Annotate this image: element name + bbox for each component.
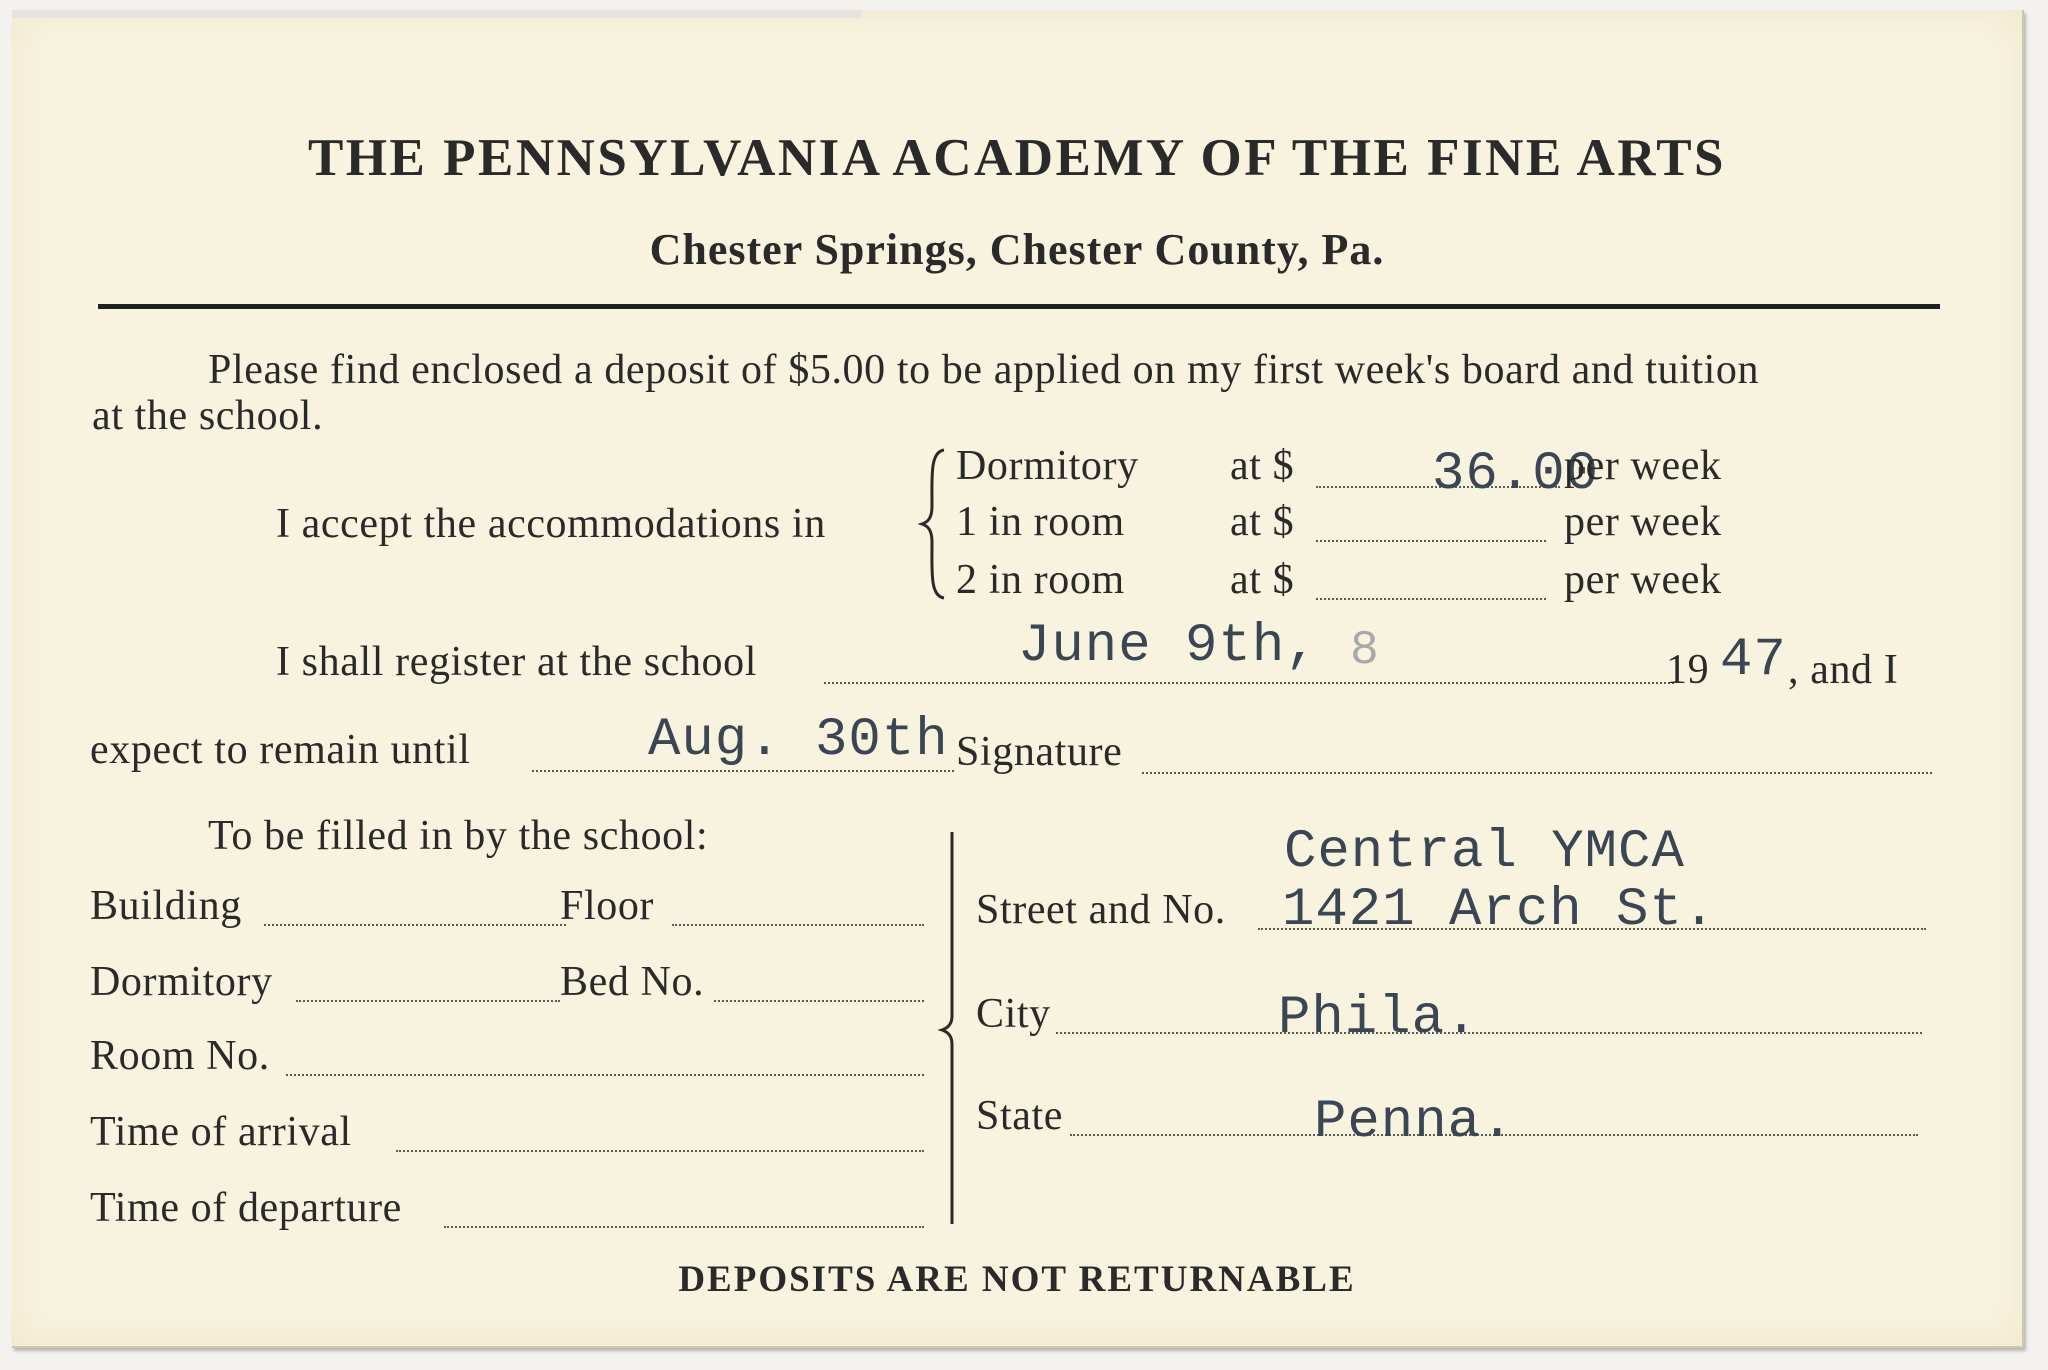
register-date-field[interactable] xyxy=(824,682,1674,684)
card-tab-strip xyxy=(12,10,862,18)
arrival-label: Time of arrival xyxy=(90,1109,352,1155)
state-value: Penna. xyxy=(1314,1092,1515,1153)
academy-location: Chester Springs, Chester County, Pa. xyxy=(649,225,1385,274)
accommodations-brace xyxy=(918,446,948,602)
register-year-suffix: 47 xyxy=(1720,630,1787,691)
accommodations-lead: I accept the accommodations in xyxy=(276,501,826,547)
column-divider xyxy=(938,832,962,1224)
option-label-2-in-room: 2 in room xyxy=(956,557,1125,603)
school-section-heading: To be filled in by the school: xyxy=(208,813,709,859)
register-date-faint-mark: 8 xyxy=(1350,624,1380,678)
bed-no-label: Bed No. xyxy=(560,959,705,1005)
arrival-field[interactable] xyxy=(396,1150,924,1152)
street-value: 1421 Arch St. xyxy=(1282,880,1717,941)
deposit-text-line2: at the school. xyxy=(92,393,324,439)
remain-until-value: Aug. 30th xyxy=(648,710,949,771)
option-label-dormitory: Dormitory xyxy=(956,443,1139,489)
signature-label: Signature xyxy=(956,729,1123,775)
option-label-1-in-room: 1 in room xyxy=(956,499,1125,545)
header-rule xyxy=(98,304,1940,309)
register-trail: , and I xyxy=(1788,647,1899,693)
state-label: State xyxy=(976,1093,1063,1139)
floor-label: Floor xyxy=(560,883,655,929)
option-per-2-in-room: per week xyxy=(1564,557,1722,603)
option-per-dormitory: per week xyxy=(1564,443,1722,489)
city-label: City xyxy=(976,991,1051,1037)
address-line-above: Central YMCA xyxy=(1284,822,1685,883)
room-no-label: Room No. xyxy=(90,1033,270,1079)
dormitory-label: Dormitory xyxy=(90,959,273,1005)
two-in-room-rate-field[interactable] xyxy=(1316,598,1546,600)
signature-field[interactable] xyxy=(1142,772,1932,774)
deposit-notice: DEPOSITS ARE NOT RETURNABLE xyxy=(678,1259,1356,1300)
street-label: Street and No. xyxy=(976,887,1226,933)
city-value: Phila. xyxy=(1278,988,1479,1049)
academy-title: THE PENNSYLVANIA ACADEMY OF THE FINE ARTS xyxy=(307,129,1727,187)
departure-label: Time of departure xyxy=(90,1185,402,1231)
one-in-room-rate-field[interactable] xyxy=(1316,540,1546,542)
option-at-dormitory: at $ xyxy=(1230,443,1295,489)
room-no-field[interactable] xyxy=(286,1074,924,1076)
deposit-text-line1: Please find enclosed a deposit of $5.00 to be applied on my first week's board and tuition xyxy=(208,347,1760,393)
registration-card xyxy=(12,10,2024,1348)
dormitory-rate-value: 36.00 xyxy=(1432,444,1600,505)
dormitory-field[interactable] xyxy=(296,1000,560,1002)
floor-field[interactable] xyxy=(672,924,924,926)
register-date-value: June 9th, xyxy=(1018,616,1319,677)
option-at-1-in-room: at $ xyxy=(1230,499,1295,545)
bed-no-field[interactable] xyxy=(714,1000,924,1002)
departure-field[interactable] xyxy=(444,1226,924,1228)
building-field[interactable] xyxy=(264,924,566,926)
remain-lead: expect to remain until xyxy=(90,727,471,773)
option-at-2-in-room: at $ xyxy=(1230,557,1295,603)
register-year-prefix: 19 xyxy=(1666,647,1710,693)
register-lead: I shall register at the school xyxy=(276,639,758,685)
building-label: Building xyxy=(90,883,242,929)
option-per-1-in-room: per week xyxy=(1564,499,1722,545)
city-field[interactable] xyxy=(1056,1032,1922,1034)
